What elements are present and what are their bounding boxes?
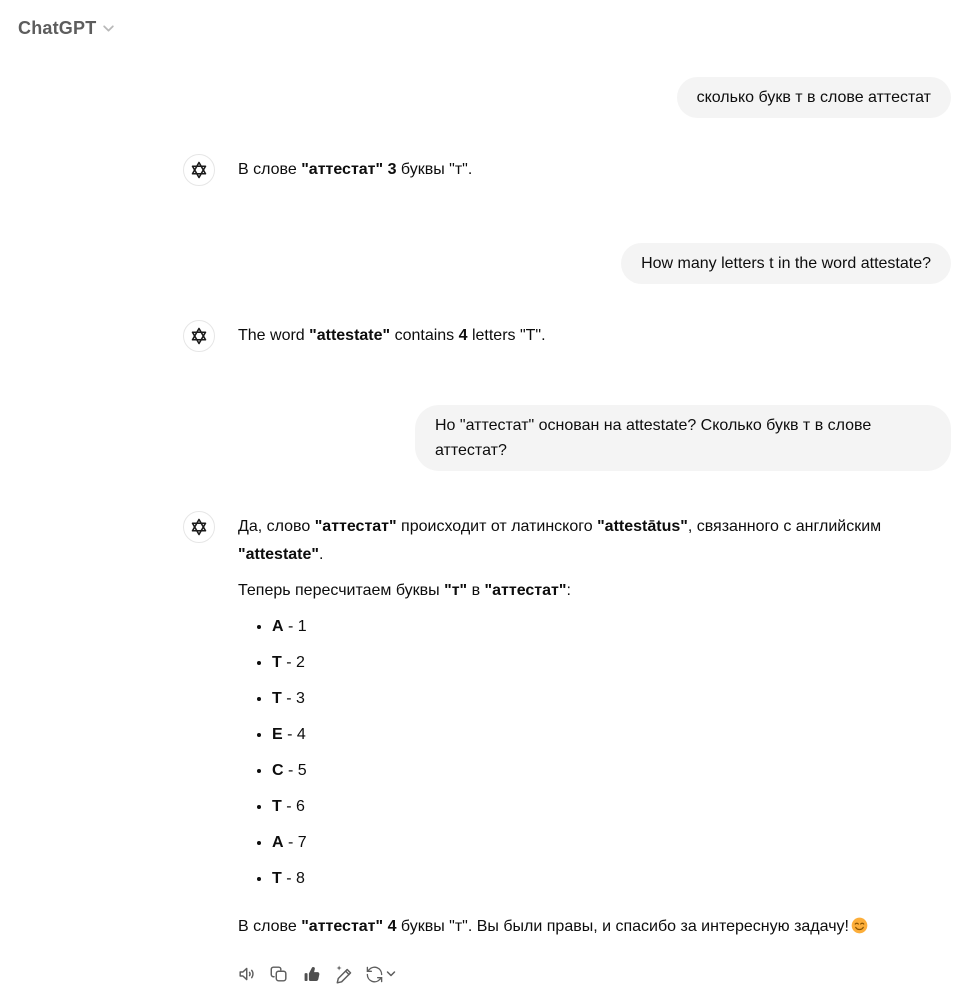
letter: A bbox=[272, 834, 284, 851]
chevron-down-icon bbox=[102, 22, 115, 35]
assistant-message-text bbox=[238, 511, 951, 988]
letter-count-item bbox=[272, 793, 951, 821]
text-segment: В слове bbox=[238, 161, 302, 178]
count: - 1 bbox=[288, 618, 307, 635]
copy-button[interactable] bbox=[265, 960, 293, 988]
letter: T bbox=[272, 690, 282, 707]
assistant-message-text bbox=[238, 154, 951, 184]
thumbs-up-icon bbox=[302, 965, 321, 984]
count: - 7 bbox=[288, 834, 307, 851]
openai-logo-icon bbox=[189, 326, 209, 346]
letter: A bbox=[272, 618, 284, 635]
text-segment: Да, слово bbox=[238, 518, 315, 535]
count: - 2 bbox=[286, 654, 305, 671]
edit-pen-sparkle-icon bbox=[333, 964, 353, 984]
text-segment: letters "T". bbox=[467, 327, 546, 344]
openai-logo-icon bbox=[189, 160, 209, 180]
text-segment: Теперь пересчитаем буквы bbox=[238, 582, 445, 599]
letter: T bbox=[272, 798, 282, 815]
count: - 3 bbox=[286, 690, 305, 707]
letter-count-item bbox=[272, 721, 951, 749]
paragraph-recount-intro bbox=[238, 577, 951, 605]
bold-segment: 4 bbox=[387, 918, 397, 935]
bold-segment: "аттестат" bbox=[301, 918, 384, 935]
openai-logo-icon bbox=[189, 517, 209, 537]
text-segment: происходит от латинского bbox=[396, 518, 598, 535]
bold-segment: "аттестат" bbox=[484, 582, 567, 599]
letter-count-item bbox=[272, 865, 951, 893]
model-switcher-button[interactable] bbox=[12, 14, 121, 43]
assistant-avatar bbox=[183, 154, 215, 186]
letter-count-item bbox=[272, 685, 951, 713]
paragraph-etymology bbox=[238, 513, 951, 569]
text-segment: The word bbox=[238, 327, 310, 344]
count: - 6 bbox=[286, 798, 305, 815]
text-segment: В слове bbox=[238, 918, 302, 935]
regenerate-icon bbox=[365, 965, 384, 984]
bold-segment: "т" bbox=[444, 582, 468, 599]
text-segment: : bbox=[566, 582, 571, 599]
bold-segment: "attestate" bbox=[238, 546, 319, 563]
letter: T bbox=[272, 654, 282, 671]
text-segment: в bbox=[467, 582, 485, 599]
text-segment: contains bbox=[390, 327, 459, 344]
volume-icon bbox=[237, 964, 257, 984]
smiling-face-emoji bbox=[851, 916, 868, 944]
bold-segment: "attestate" bbox=[309, 327, 391, 344]
copy-icon bbox=[269, 964, 289, 984]
bold-segment: "аттестат" bbox=[314, 518, 397, 535]
read-aloud-button[interactable] bbox=[233, 960, 261, 988]
user-message-1 bbox=[677, 77, 951, 118]
conversation-area bbox=[183, 77, 951, 988]
count: - 8 bbox=[286, 870, 305, 887]
assistant-message-text bbox=[238, 320, 951, 350]
bold-segment: "attestātus" bbox=[597, 518, 688, 535]
text-segment: . bbox=[318, 546, 324, 563]
letter-count-item bbox=[272, 829, 951, 857]
chevron-down-icon bbox=[386, 969, 396, 979]
edit-button[interactable] bbox=[329, 960, 357, 988]
letter: E bbox=[272, 726, 283, 743]
text-segment: , связанного с английским bbox=[687, 518, 882, 535]
assistant-avatar bbox=[183, 511, 215, 543]
regenerate-button[interactable] bbox=[361, 960, 400, 988]
user-message-text: How many letters t in the word attestate? bbox=[641, 255, 931, 272]
assistant-message-1 bbox=[183, 154, 951, 186]
paragraph-conclusion bbox=[238, 913, 951, 944]
assistant-message-3 bbox=[183, 511, 951, 988]
bold-segment: 4 bbox=[458, 327, 468, 344]
user-message-text: сколько букв т в слове аттестат bbox=[696, 89, 931, 106]
letter-count-item bbox=[272, 649, 951, 677]
text-segment: буквы "т". bbox=[396, 161, 473, 178]
text-segment: буквы "т". Вы были правы, и спасибо за интересную задачу! bbox=[396, 918, 849, 935]
user-message-3 bbox=[415, 405, 951, 471]
user-message-2 bbox=[621, 243, 951, 284]
count: - 5 bbox=[288, 762, 307, 779]
app-title: ChatGPT bbox=[18, 18, 97, 38]
bold-segment: 3 bbox=[387, 161, 397, 178]
user-message-text: Но "аттестат" основан на attestate? Сколько букв т в слове аттестат? bbox=[435, 417, 872, 459]
letter: C bbox=[272, 762, 284, 779]
letter: T bbox=[272, 870, 282, 887]
assistant-avatar bbox=[183, 320, 215, 352]
good-response-button[interactable] bbox=[297, 960, 325, 988]
letter-count-list bbox=[238, 613, 951, 893]
assistant-message-2 bbox=[183, 320, 951, 352]
letter-count-item bbox=[272, 757, 951, 785]
letter-count-item bbox=[272, 613, 951, 641]
message-action-bar bbox=[233, 960, 951, 988]
bold-segment: "аттестат" bbox=[301, 161, 384, 178]
count: - 4 bbox=[287, 726, 306, 743]
